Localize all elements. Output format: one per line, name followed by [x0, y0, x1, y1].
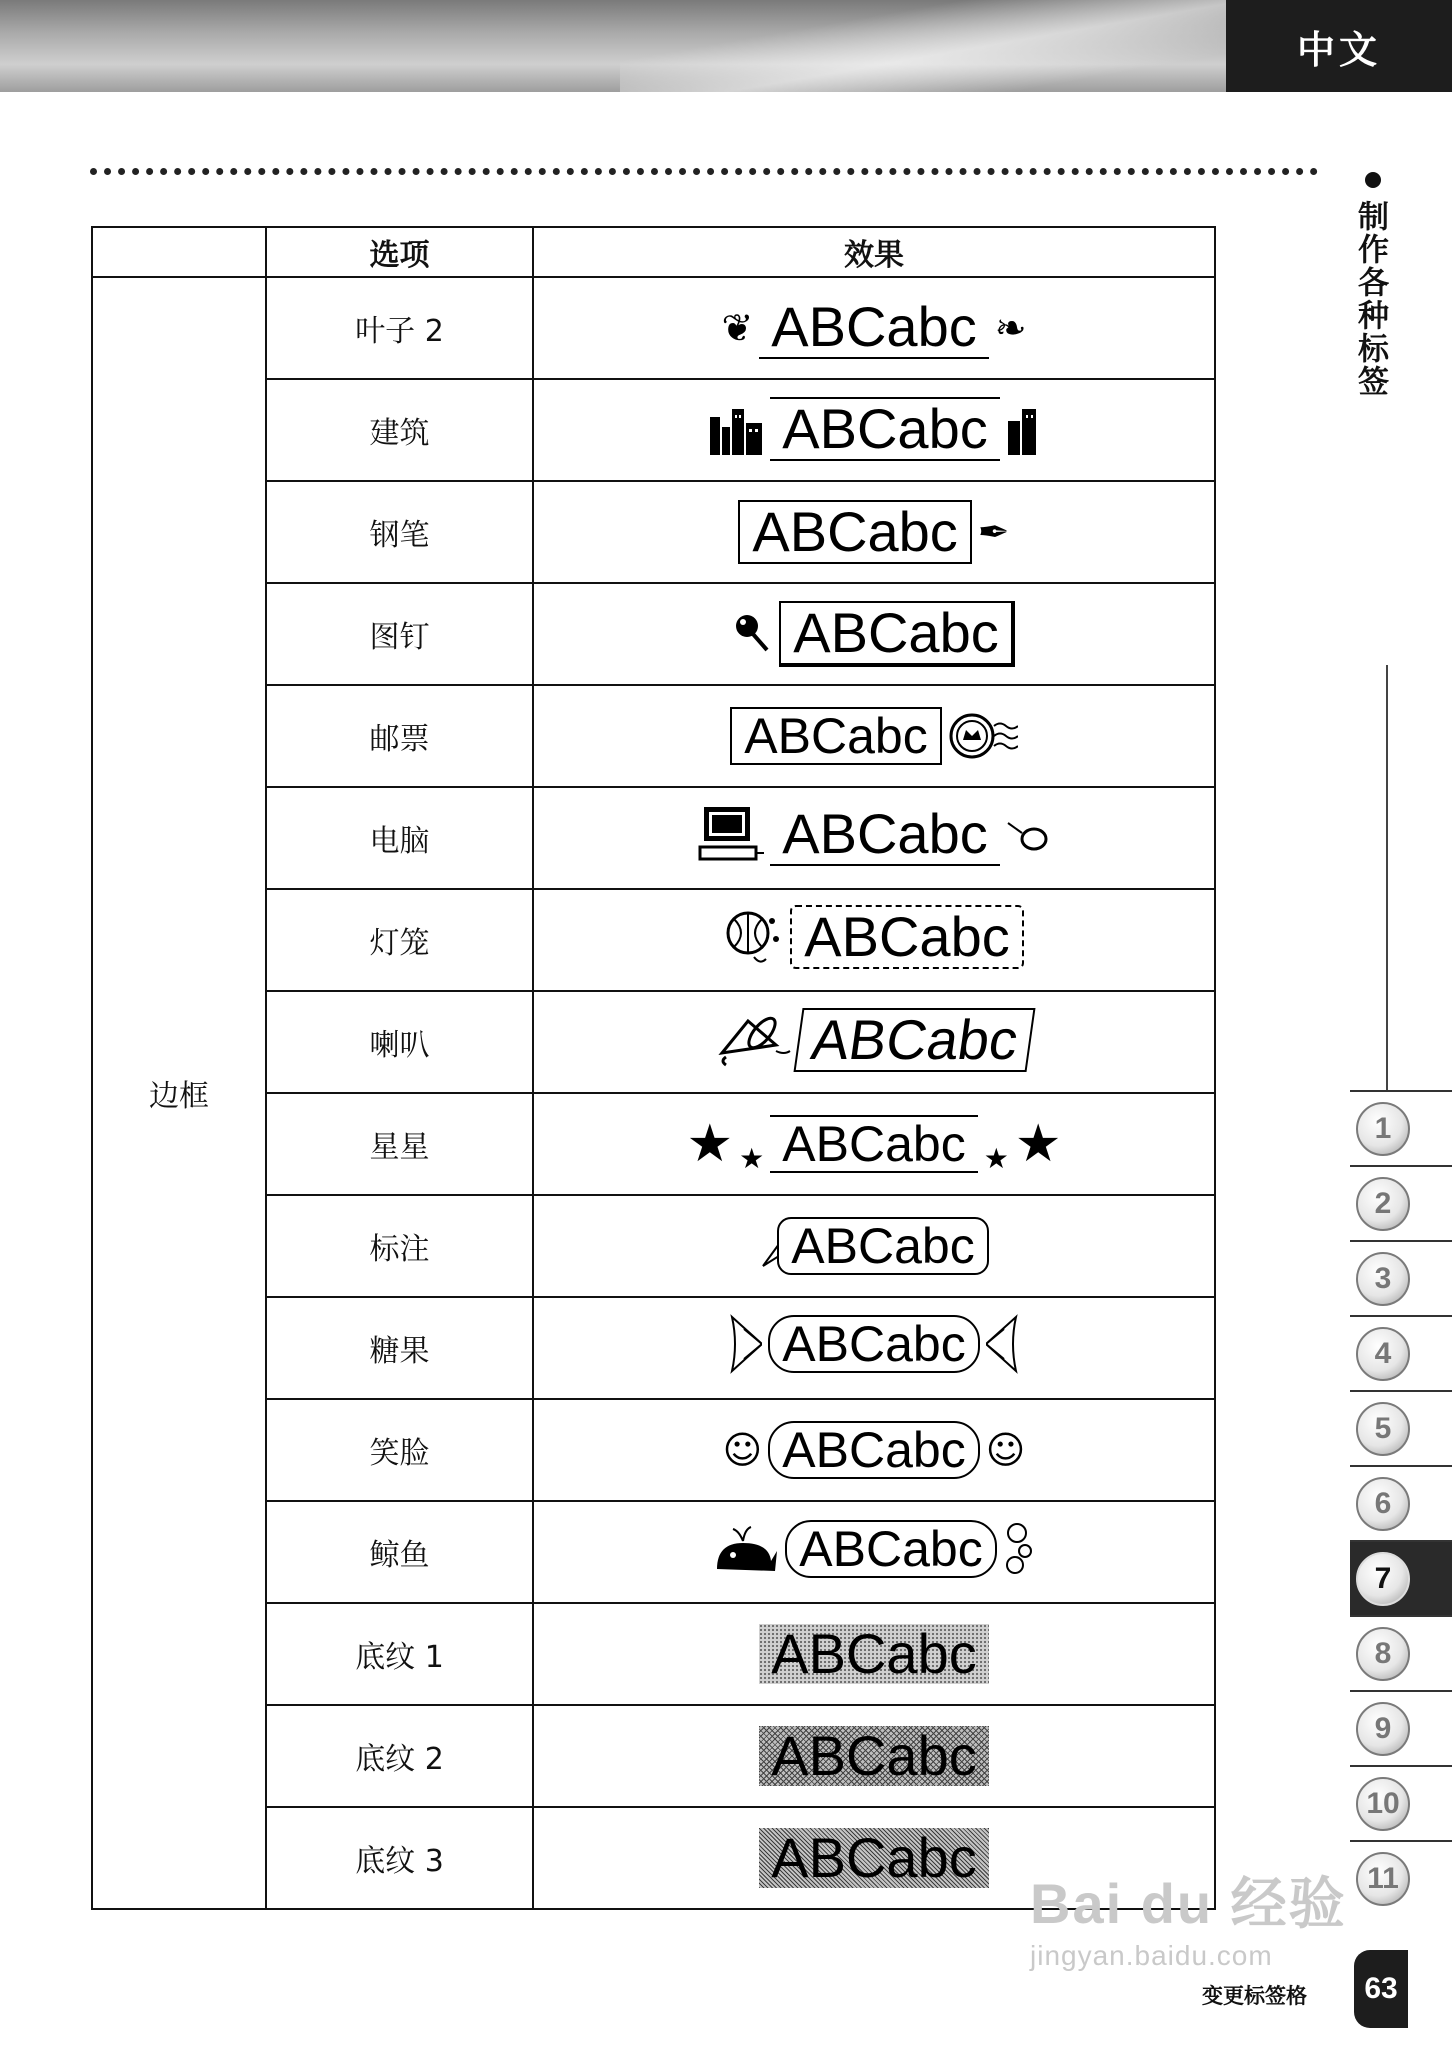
- sample-frame: [730, 707, 1017, 765]
- smiley-face-icon: ☺: [722, 1428, 763, 1472]
- effect-preview: [533, 991, 1215, 1093]
- sample-text: ABCabc: [777, 1217, 988, 1275]
- chapter-number: 10: [1356, 1777, 1410, 1831]
- dotted-divider: [90, 168, 1318, 178]
- sample-text: ABCabc: [768, 1421, 979, 1479]
- watermark-brand: Bai du 经验: [1030, 1872, 1347, 1935]
- sample-text: ABCabc: [759, 1726, 988, 1786]
- sample-text: ABCabc: [759, 297, 988, 359]
- candy-wrapper-icon: [986, 1313, 1020, 1375]
- footer-section-title: 变更标签格: [1202, 1984, 1307, 2008]
- star-icon: ★: [686, 1114, 734, 1174]
- option-name: 叶子 2: [266, 277, 533, 379]
- effect-preview: [533, 1195, 1215, 1297]
- chapter-number: 2: [1356, 1177, 1410, 1231]
- mouse-icon: [1006, 817, 1050, 853]
- sample-frame: [721, 297, 1026, 359]
- option-name: 底纹 1: [266, 1603, 533, 1705]
- effect-preview: [533, 1603, 1215, 1705]
- sample-text: ABCabc: [738, 500, 971, 564]
- sample-text: ABCabc: [768, 1315, 979, 1373]
- option-name: 鲸鱼: [266, 1501, 533, 1603]
- chapter-tab-1[interactable]: [1350, 1090, 1452, 1165]
- star-icon: ★: [1014, 1114, 1062, 1174]
- speech-callout-icon: [759, 1224, 779, 1268]
- chapter-tab-7[interactable]: [1350, 1540, 1452, 1615]
- buildings-icon: [708, 403, 764, 455]
- effect-preview: [533, 481, 1215, 583]
- chapter-number: 7: [1356, 1552, 1410, 1606]
- effect-preview: [533, 685, 1215, 787]
- sample-frame: [759, 1828, 988, 1888]
- chapter-tab-8[interactable]: [1350, 1615, 1452, 1690]
- pen-nib-icon: ✒: [977, 510, 1010, 554]
- chapter-number: 6: [1356, 1477, 1410, 1531]
- star-icon: ★: [983, 1142, 1009, 1175]
- chapter-number: 9: [1356, 1702, 1410, 1756]
- option-name: 图钉: [266, 583, 533, 685]
- smiley-face-icon: ☺: [985, 1428, 1026, 1472]
- header-bar: [0, 0, 1226, 92]
- effect-preview: [533, 1501, 1215, 1603]
- effect-preview: [533, 583, 1215, 685]
- sample-frame: [723, 1421, 1026, 1479]
- postmark-stamp-icon: [948, 710, 1018, 762]
- whale-icon: [713, 1521, 779, 1577]
- sample-frame: [759, 1726, 988, 1786]
- option-name: 灯笼: [266, 889, 533, 991]
- sample-text: ABCabc: [794, 1008, 1036, 1072]
- sample-frame: [708, 397, 1039, 461]
- sample-text: ABCabc: [759, 1624, 988, 1684]
- option-name: 糖果: [266, 1297, 533, 1399]
- bullet-icon: [1365, 172, 1381, 188]
- chapter-tab-4[interactable]: [1350, 1315, 1452, 1390]
- group-label: 边框: [92, 277, 266, 1909]
- star-icon: ★: [739, 1142, 765, 1175]
- sample-frame: [738, 500, 1009, 564]
- chapter-number: 4: [1356, 1327, 1410, 1381]
- watermark-url: jingyan.baidu.com: [1030, 1940, 1273, 1971]
- page-number: 63: [1354, 1950, 1408, 2028]
- option-name: 星星: [266, 1093, 533, 1195]
- sample-frame: [759, 1624, 988, 1684]
- sample-text: ABCabc: [785, 1520, 996, 1578]
- sample-text: ABCabc: [770, 804, 999, 866]
- effect-preview: [533, 1399, 1215, 1501]
- effect-preview: [533, 379, 1215, 481]
- sample-text: ABCabc: [770, 397, 999, 461]
- sample-frame: [728, 1313, 1019, 1375]
- option-name: 电脑: [266, 787, 533, 889]
- sample-text: ABCabc: [790, 905, 1023, 969]
- bubbles-icon: [1003, 1521, 1035, 1577]
- sample-frame: [713, 1520, 1034, 1578]
- header-cell-option: 选项: [266, 227, 533, 277]
- buildings-icon: [1006, 403, 1040, 455]
- sample-frame: [687, 1115, 1062, 1173]
- sample-frame: [759, 1217, 988, 1275]
- lantern-icon: [724, 907, 784, 967]
- option-name: 钢笔: [266, 481, 533, 583]
- candy-wrapper-icon: [728, 1313, 762, 1375]
- sample-frame: [724, 905, 1023, 969]
- pushpin-icon: [733, 612, 773, 656]
- sample-frame: [733, 601, 1014, 667]
- leaf-vine-icon: ❧: [994, 306, 1027, 350]
- chapter-tab-5[interactable]: [1350, 1390, 1452, 1465]
- header-cell-group: [92, 227, 266, 277]
- chapter-tab-3[interactable]: [1350, 1240, 1452, 1315]
- effect-preview: [533, 889, 1215, 991]
- effect-preview: [533, 1297, 1215, 1399]
- effect-preview: [533, 277, 1215, 379]
- language-tab: 中文: [1226, 0, 1452, 92]
- option-name: 底纹 3: [266, 1807, 533, 1909]
- table-row: [92, 277, 1215, 379]
- effect-preview: [533, 787, 1215, 889]
- option-name: 笑脸: [266, 1399, 533, 1501]
- watermark: [1030, 1860, 1370, 2010]
- computer-icon: [698, 805, 764, 865]
- chapter-number: 5: [1356, 1402, 1410, 1456]
- chapter-number: 8: [1356, 1627, 1410, 1681]
- frame-effects-table: [91, 226, 1216, 1910]
- chapter-tab-2[interactable]: [1350, 1165, 1452, 1240]
- option-name: 建筑: [266, 379, 533, 481]
- sample-text: ABCabc: [730, 707, 941, 765]
- side-divider-line: [1386, 665, 1388, 1090]
- option-name: 标注: [266, 1195, 533, 1297]
- megaphone-icon: [716, 1011, 792, 1069]
- option-name: 喇叭: [266, 991, 533, 1093]
- table-header-row: [92, 227, 1215, 277]
- sample-text: ABCabc: [779, 601, 1014, 667]
- option-name: 邮票: [266, 685, 533, 787]
- chapter-tab-10[interactable]: [1350, 1765, 1452, 1840]
- effect-preview: [533, 1093, 1215, 1195]
- section-title-vertical: 制作各种标签: [1352, 200, 1388, 398]
- chapter-number: 3: [1356, 1252, 1410, 1306]
- chapter-tabs: [1350, 1090, 1452, 1915]
- header-decoration: [620, 0, 1240, 92]
- chapter-number: 11: [1356, 1852, 1410, 1906]
- chapter-tab-9[interactable]: [1350, 1690, 1452, 1765]
- chapter-number: 1: [1356, 1102, 1410, 1156]
- sample-text: ABCabc: [759, 1828, 988, 1888]
- sample-frame: [716, 1008, 1031, 1072]
- option-name: 底纹 2: [266, 1705, 533, 1807]
- leaf-vine-icon: ❦: [721, 306, 754, 350]
- sample-text: ABCabc: [770, 1115, 977, 1173]
- header-cell-effect: 效果: [533, 227, 1215, 277]
- chapter-tab-6[interactable]: [1350, 1465, 1452, 1540]
- effect-preview: [533, 1705, 1215, 1807]
- sample-frame: [698, 801, 1049, 866]
